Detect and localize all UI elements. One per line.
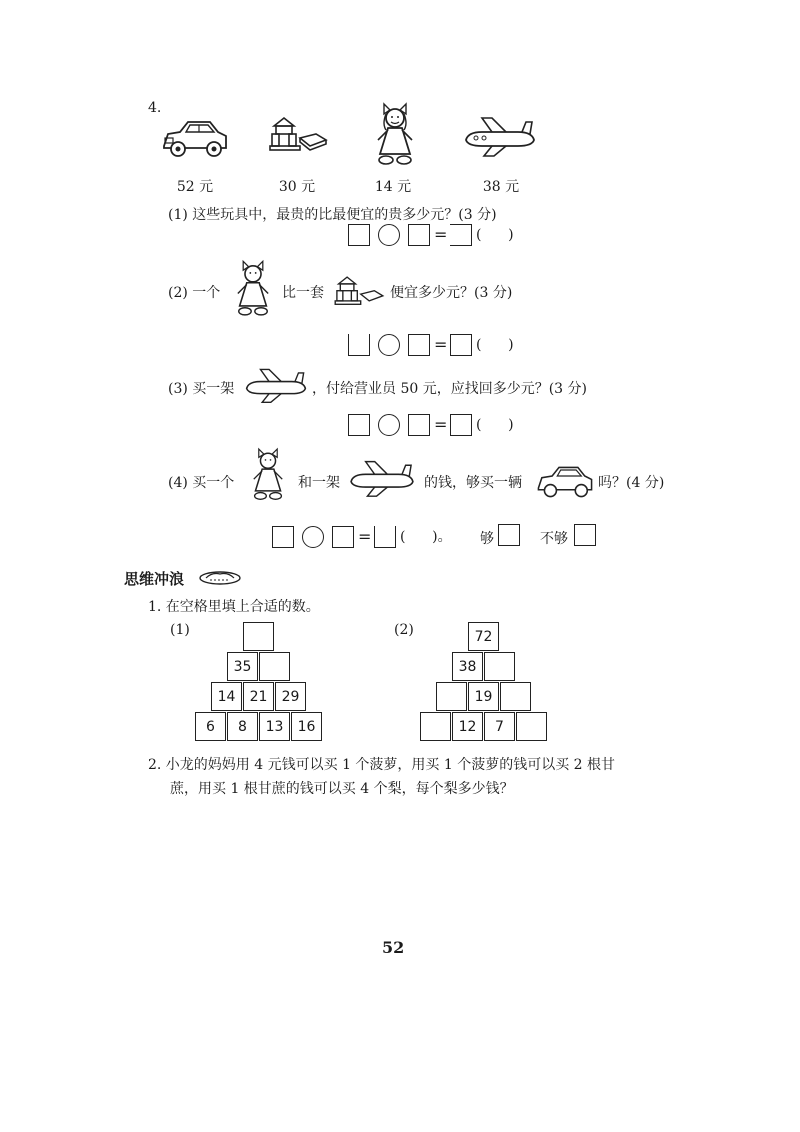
- airplane-icon: [242, 366, 310, 404]
- answer-box[interactable]: [450, 414, 472, 436]
- q4-text-end: 吗？(4 分): [598, 475, 665, 491]
- pyramid-cell[interactable]: 72: [468, 622, 499, 651]
- answer-box[interactable]: [348, 414, 370, 436]
- pyramid-cell[interactable]: 8: [227, 712, 258, 741]
- pyramid-cell[interactable]: [484, 652, 515, 681]
- not-enough-checkbox[interactable]: [574, 524, 596, 546]
- unit-paren[interactable]: ( ): [476, 227, 514, 243]
- unit-paren[interactable]: ( ): [476, 337, 514, 353]
- pyramid-cell[interactable]: [436, 682, 467, 711]
- operator-circle[interactable]: [378, 414, 400, 436]
- pyramid-cell[interactable]: 16: [291, 712, 322, 741]
- answer-box[interactable]: [348, 224, 370, 246]
- answer-box[interactable]: [408, 414, 430, 436]
- answer-box[interactable]: [408, 334, 430, 356]
- answer-box[interactable]: [374, 526, 396, 548]
- doll-icon: [230, 256, 276, 322]
- answer-box[interactable]: [450, 224, 472, 246]
- pyramid-cell[interactable]: 12: [452, 712, 483, 741]
- q3-text-before: (3) 买一架: [168, 381, 235, 397]
- unit-paren[interactable]: ( )。: [400, 529, 452, 545]
- price-airplane: 38 元: [482, 179, 520, 195]
- answer-box[interactable]: [332, 526, 354, 548]
- blocks-icon: [268, 112, 328, 152]
- not-enough-label: 不够: [540, 531, 568, 547]
- pyramid-cell[interactable]: 13: [259, 712, 290, 741]
- q4-text-after: 的钱，够买一辆: [424, 475, 522, 491]
- equals-sign: =: [434, 415, 448, 434]
- answer-box[interactable]: [272, 526, 294, 548]
- problem1-text: 1. 在空格里填上合适的数。: [148, 599, 320, 615]
- operator-circle[interactable]: [302, 526, 324, 548]
- equals-sign: =: [358, 527, 372, 546]
- airplane-icon: [346, 458, 418, 498]
- pyramid-cell[interactable]: 21: [243, 682, 274, 711]
- pyramid-cell[interactable]: 38: [452, 652, 483, 681]
- pyramid-cell[interactable]: [516, 712, 547, 741]
- q4-text-before: (4) 买一个: [168, 475, 235, 491]
- airplane-icon: [462, 114, 538, 158]
- price-blocks: 30 元: [278, 179, 316, 195]
- doll-icon: [246, 444, 290, 506]
- pyramid-cell[interactable]: 7: [484, 712, 515, 741]
- question-number: 4.: [148, 100, 162, 116]
- pyramid-cell[interactable]: 14: [211, 682, 242, 711]
- pyramid-cell[interactable]: [500, 682, 531, 711]
- car-icon: [534, 464, 596, 500]
- answer-box[interactable]: [450, 334, 472, 356]
- page-number: 52: [382, 938, 405, 957]
- equals-sign: =: [434, 225, 448, 244]
- answer-box[interactable]: [348, 334, 370, 356]
- operator-circle[interactable]: [378, 334, 400, 356]
- doll-icon: [370, 98, 420, 172]
- pyramid-cell[interactable]: [259, 652, 290, 681]
- section-title: 思维冲浪: [124, 570, 185, 588]
- price-car: 52 元: [176, 179, 214, 195]
- blocks-icon: [332, 272, 386, 306]
- problem2-line2: 蔗，用买 1 根甘蔗的钱可以买 4 个梨，每个梨多少钱？: [170, 781, 514, 797]
- enough-checkbox[interactable]: [498, 524, 520, 546]
- pyramid-cell[interactable]: 29: [275, 682, 306, 711]
- problem2-line1: 2. 小龙的妈妈用 4 元钱可以买 1 个菠萝，用买 1 个菠萝的钱可以买 2 根甘: [148, 757, 616, 773]
- q1-text: (1) 这些玩具中，最贵的比最便宜的贵多少元？(3 分): [168, 207, 497, 223]
- pyramid1-label: (1): [170, 622, 190, 638]
- pyramid-cell[interactable]: 6: [195, 712, 226, 741]
- q4-text-middle: 和一架: [298, 475, 340, 491]
- pyramid-cell[interactable]: 35: [227, 652, 258, 681]
- q2-text-before: (2) 一个: [168, 285, 221, 301]
- operator-circle[interactable]: [378, 224, 400, 246]
- q2-text-middle: 比一套: [282, 285, 324, 301]
- unit-paren[interactable]: ( ): [476, 417, 514, 433]
- price-doll: 14 元: [374, 179, 412, 195]
- pyramid-cell[interactable]: [243, 622, 274, 651]
- pyramid2-label: (2): [394, 622, 414, 638]
- pyramid-cell[interactable]: 19: [468, 682, 499, 711]
- equals-sign: =: [434, 335, 448, 354]
- car-icon: [160, 118, 230, 160]
- answer-box[interactable]: [408, 224, 430, 246]
- pyramid-cell[interactable]: [420, 712, 451, 741]
- q2-text-after: 便宜多少元？(3 分): [390, 285, 513, 301]
- enough-label: 够: [480, 531, 494, 547]
- q3-text-after: ，付给营业员 50 元，应找回多少元？(3 分): [312, 381, 587, 397]
- surfboard-icon: [198, 568, 242, 586]
